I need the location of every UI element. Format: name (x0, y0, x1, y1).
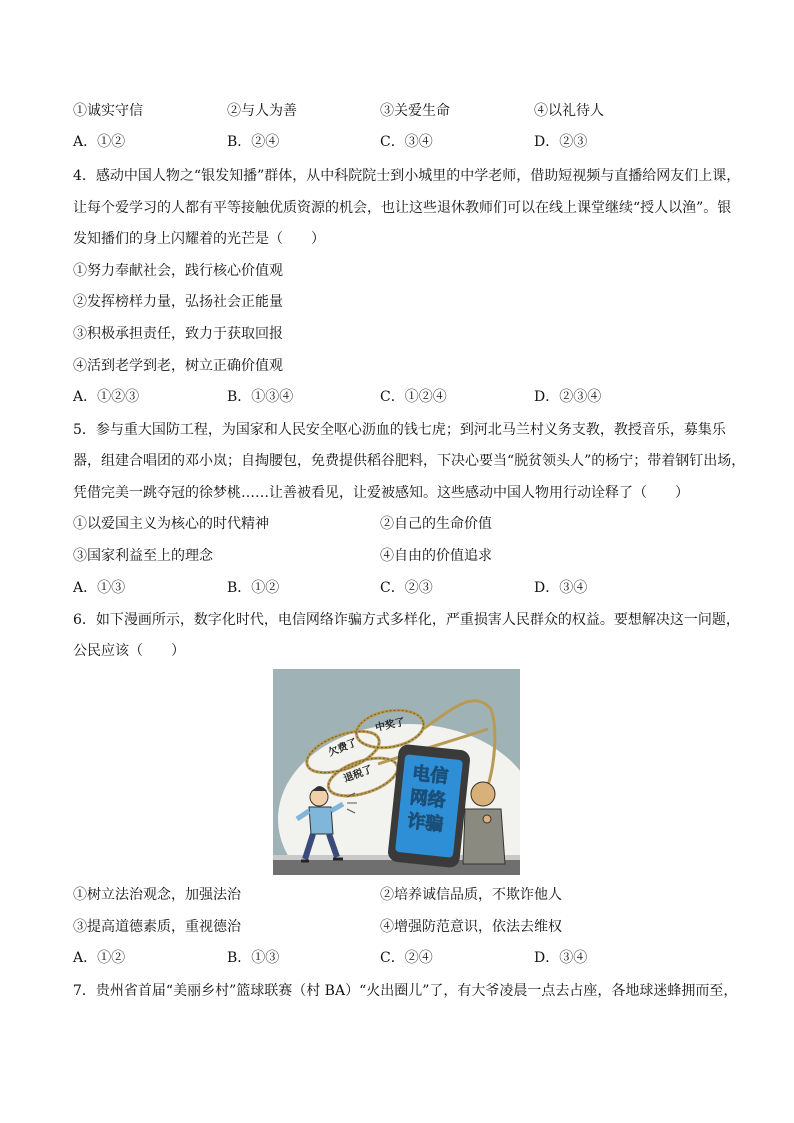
q7-stem-line-1: 7．贵州省首届“美丽乡村”篮球联赛（村 BA）“火出圈儿”了，有大爷凌晨一点去占座，各地球迷蜂拥而至， (73, 983, 738, 999)
q6-option-4: ④增强防范意识，依法去维权 (380, 919, 562, 935)
phone-text-line-2: 网络 (408, 787, 447, 812)
q4-choice-b: B．①③④ (227, 389, 294, 405)
bubble-label-1: 欠费了 (327, 737, 359, 759)
q5-options-row-1 (73, 514, 723, 534)
q4-option-2: ②发挥榜样力量，弘扬社会正能量 (73, 294, 283, 310)
q3-choice-b: B．②④ (227, 134, 280, 150)
q6-options-row-2 (73, 917, 723, 937)
q6-option-1: ①树立法治观念，加强法治 (73, 887, 241, 903)
q6-stem-line-1: 6．如下漫画所示，数字化时代，电信网络诈骗方式多样化，严重损害人民群众的权益。要想解决这一问题， (73, 612, 740, 628)
q4-option-4: ④活到老学到老，树立正确价值观 (73, 358, 283, 374)
phone-text (406, 762, 449, 835)
q4-option-1: ①努力奉献社会，践行核心价值观 (73, 263, 283, 279)
q6-stem-line-2: 公民应该（ ） (73, 643, 185, 659)
q4-choice-a: A．①②③ (73, 389, 140, 405)
q5-option-4: ④自由的价值追求 (380, 548, 492, 564)
phone-text-line-1: 电信 (411, 763, 450, 788)
q6-choice-c: C．②④ (380, 950, 433, 966)
q5-stem-line-1: 5．参与重大国防工程，为国家和人民安全呕心沥血的钱七虎；到河北马兰村义务支教，教授音乐，募集乐 (73, 422, 726, 438)
bubble-label-3: 退税了 (342, 764, 375, 785)
q3-option-1: ①诚实守信 (73, 103, 143, 119)
q5-stem-line-2: 器，组建合唱团的邓小岚；自掏腰包，免费提供稻谷肥料，下决心要当“脱贫领头人”的杨宁；带着钢钉出场， (73, 453, 746, 469)
q6-option-2: ②培养诚信品质，不欺诈他人 (380, 887, 562, 903)
q4-choice-c: C．①②④ (380, 389, 447, 405)
q4-stem-line-1: 4．感动中国人物之“银发知播”群体，从中科院院士到小城里的中学老师，借助短视频与直播给网友们上课， (73, 168, 741, 184)
q3-options-row (73, 101, 723, 121)
q5-option-1: ①以爱国主义为核心的时代精神 (73, 516, 269, 532)
q4-option-3: ③积极承担责任，致力于获取回报 (73, 326, 283, 342)
q5-stem-line-3: 凭借完美一跳夺冠的徐梦桃……让善被看见，让爱被感知。这些感动中国人物用行动诠释了（ ） (73, 485, 689, 501)
q6-choice-b: B．①③ (227, 950, 280, 966)
q4-stem-line-3: 发知播们的身上闪耀着的光芒是（ ） (73, 231, 325, 247)
q4-stem-line-2: 让每个爱学习的人都有平等接触优质资源的机会，也让这些退休教师们可以在线上课堂继续“授人以渔”。银 (73, 200, 732, 216)
q6-options-row-1 (73, 885, 723, 905)
q6-choice-a: A．①② (73, 950, 126, 966)
q4-choice-d: D．②③④ (534, 389, 602, 405)
bubble-label-2: 中奖了 (374, 716, 406, 734)
q5-choice-a: A．①③ (73, 580, 126, 596)
q5-choice-c: C．②③ (380, 580, 433, 596)
q3-choice-c: C．③④ (380, 134, 433, 150)
q3-option-4: ④以礼待人 (534, 103, 604, 119)
q3-choices-row (73, 132, 723, 152)
phone-text-line-3: 诈骗 (406, 810, 445, 836)
q3-option-2: ②与人为善 (227, 103, 297, 119)
q5-choice-d: D．③④ (534, 580, 588, 596)
q4-choices-row (73, 387, 723, 407)
q5-option-3: ③国家利益至上的理念 (73, 548, 213, 564)
q3-option-3: ③关爱生命 (380, 103, 450, 119)
victim-shirt (309, 807, 333, 834)
q5-options-row-2 (73, 546, 723, 566)
q6-choice-d: D．③④ (534, 950, 588, 966)
telecom-fraud-cartoon (273, 669, 520, 875)
q3-choice-a: A．①② (73, 134, 126, 150)
q5-choices-row (73, 578, 723, 598)
q6-option-3: ③提高道德素质，重视德治 (73, 919, 241, 935)
q5-choice-b: B．①② (227, 580, 280, 596)
fraudster-head (471, 782, 495, 806)
q5-option-2: ②自己的生命价值 (380, 516, 492, 532)
q3-choice-d: D．②③ (534, 134, 588, 150)
q6-choices-row (73, 948, 723, 968)
